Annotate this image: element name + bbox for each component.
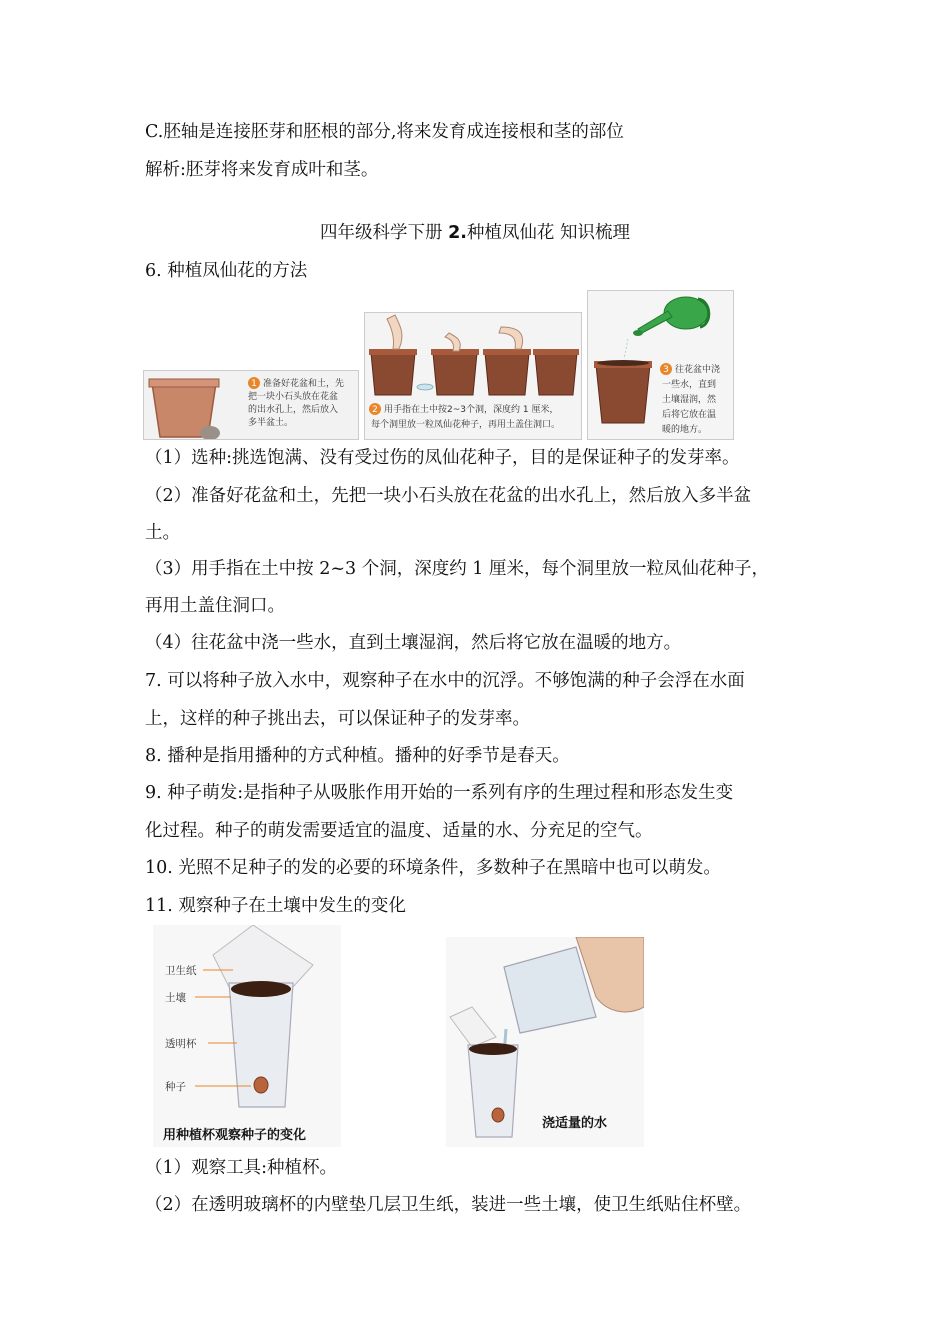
item-6-title: 6. 种植凤仙花的方法: [145, 261, 308, 281]
observation-tool: （1）观察工具:种植杯。: [145, 1158, 338, 1178]
svg-text:每个洞里放一粒凤仙花种子，再用土盖住洞口。: 每个洞里放一粒凤仙花种子，再用土盖住洞口。: [371, 420, 561, 430]
para-9-cont: 化过程。种子的萌发需要适宜的温度、适量的水、分充足的空气。: [145, 821, 653, 841]
para-8: 8. 播种是指用播种的方式种植。播种的好季节是春天。: [145, 746, 570, 766]
para-9: 9. 种子萌发:是指种子从吸胀作用开始的一系列有序的生理过程和形态发生变: [145, 783, 734, 803]
heading-prefix: 四年级科学下册: [320, 223, 449, 243]
heading-title: 种植凤仙花 知识梳理: [466, 223, 630, 243]
step-2: （2）准备好花盆和土，先把一块小石头放在花盆的出水孔上，然后放入多半盆: [145, 486, 752, 506]
svg-text:准备好花盆和土，先: 准备好花盆和土，先: [263, 379, 345, 389]
pouring-water-illustration: [446, 937, 644, 1147]
watering-illustration: [588, 291, 733, 439]
svg-text:卫生纸: 卫生纸: [165, 965, 197, 977]
flowerpot-illustration: [144, 371, 358, 439]
para-7-cont: 上，这样的种子挑出去，可以保证种子的发芽率。: [145, 709, 530, 729]
planting-seeds-illustration: [365, 313, 581, 439]
observation-step-2: （2）在透明玻璃杯的内壁垫几层卫生纸，装进一些土壤，使卫生纸贴住杯壁。: [145, 1195, 752, 1215]
figure-step3-panel: [587, 290, 734, 440]
figure-watering-cup: [446, 937, 644, 1147]
svg-text:土壤湿润，然: 土壤湿润，然: [662, 395, 717, 405]
svg-text:往花盆中浇: 往花盆中浇: [675, 365, 721, 375]
para-11: 11. 观察种子在土壤中发生的变化: [145, 896, 406, 916]
svg-text:一些水，直到: 一些水，直到: [662, 380, 717, 390]
figure-step1-panel: [143, 370, 359, 440]
svg-text:透明杯: 透明杯: [165, 1038, 197, 1050]
svg-text:浇适量的水: 浇适量的水: [542, 1116, 608, 1131]
svg-text:用种植杯观察种子的变化: 用种植杯观察种子的变化: [163, 1128, 307, 1143]
svg-text:种子: 种子: [165, 1081, 186, 1093]
svg-text:后将它放在温: 后将它放在温: [662, 410, 717, 420]
svg-text:2: 2: [372, 405, 378, 415]
svg-text:1: 1: [251, 379, 257, 389]
step-2-cont: 土。: [145, 523, 180, 543]
step-1: （1）选种:挑选饱满、没有受过伤的凤仙花种子，目的是保证种子的发芽率。: [145, 448, 740, 468]
step-3-cont: 再用土盖住洞口。: [145, 596, 285, 616]
text-line-analysis: 解析:胚芽将来发育成叶和茎。: [145, 160, 379, 180]
step-3: （3）用手指在土中按 2~3 个洞，深度约 1 厘米，每个洞里放一粒凤仙花种子，: [145, 559, 769, 579]
svg-text:用手指在土中按2~3个洞，深度约 1 厘米，: 用手指在土中按2~3个洞，深度约 1 厘米，: [384, 405, 559, 415]
svg-text:暖的地方。: 暖的地方。: [662, 425, 708, 435]
svg-text:的出水孔上，然后放入: 的出水孔上，然后放入: [248, 405, 339, 415]
svg-text:把一块小石头放在花盆: 把一块小石头放在花盆: [248, 392, 339, 402]
figure-step2-panel: [364, 312, 582, 440]
svg-text:3: 3: [663, 365, 669, 375]
svg-text:多半盆土。: 多半盆土。: [248, 418, 294, 428]
para-7: 7. 可以将种子放入水中，观察种子在水中的沉浮。不够饱满的种子会浮在水面: [145, 671, 745, 691]
para-10: 10. 光照不足种子的发的必要的环境条件，多数种子在黑暗中也可以萌发。: [145, 858, 721, 878]
figure-planting-cup: [153, 925, 341, 1147]
heading-number: 2.: [448, 223, 467, 243]
step-4: （4）往花盆中浇一些水，直到土壤湿润，然后将它放在温暖的地方。: [145, 633, 682, 653]
section-heading: [0, 222, 950, 244]
text-line-option-c: C.胚轴是连接胚芽和胚根的部分,将来发育成连接根和茎的部位: [145, 122, 624, 142]
planting-cup-illustration: [153, 925, 341, 1147]
svg-text:土壤: 土壤: [165, 992, 186, 1004]
